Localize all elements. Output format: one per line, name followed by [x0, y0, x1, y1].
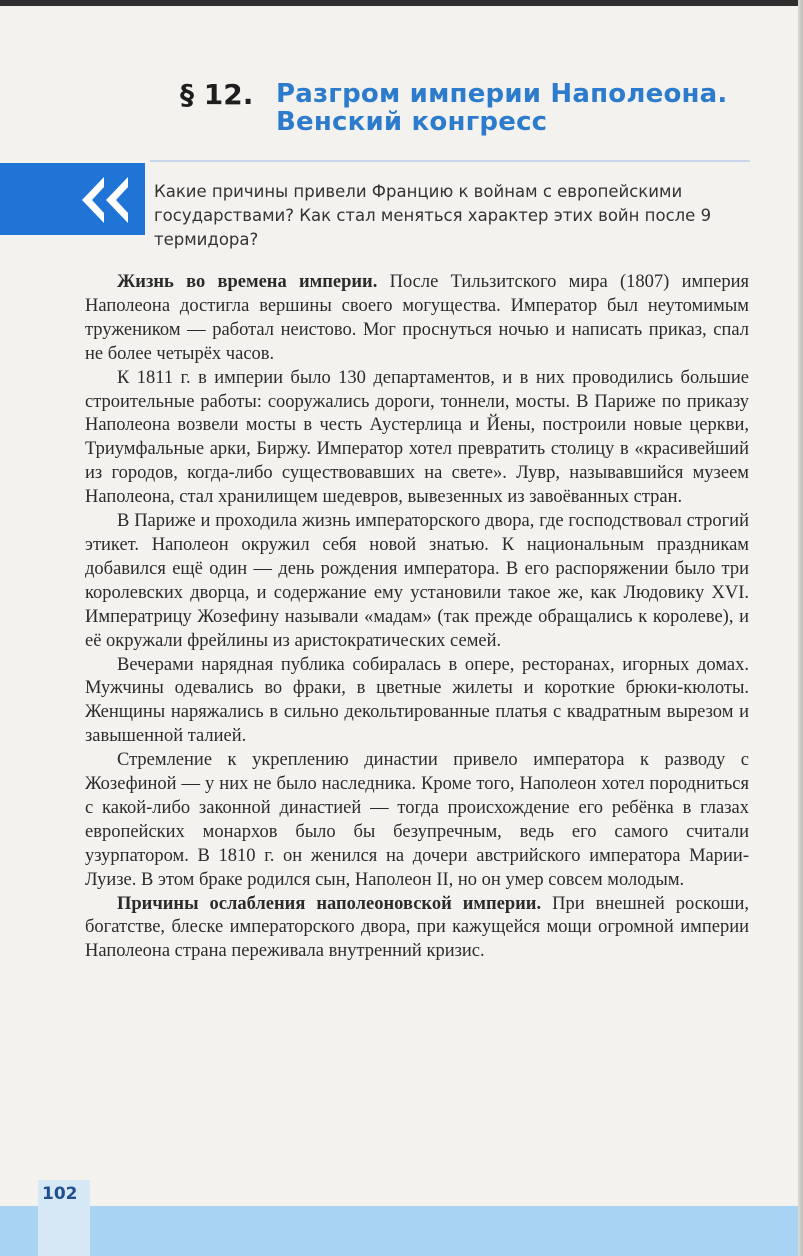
section-heading: [0, 70, 803, 140]
body-text: [85, 271, 749, 964]
paragraph: В Париже и проходила жизнь императорского двора, где господствовал строгий этикет. Наполеон окружил себя новой знатью. К национальным праздникам добавился ещё один — день рождения императора. В его распоряжении было три королевских дворца, и содержание ему установили такое же, как Людовику XVI. Императрицу Жозефину называли «мадам» (так прежде обращались к королеве), и её окружали фрейлины из аристократических семей.: [85, 511, 749, 651]
section-title-line-2: Венский конгресс: [276, 107, 548, 137]
section-number: § 12.: [180, 78, 254, 111]
paragraph: Жизнь во времена империи. После Тильзитского мира (1807) империя Наполеона достигла вершины своего могущества. Император был неутомимым тружеником — работал неистово. Мог проснуться ночью и написать приказ, спал не более четырёх часов.: [85, 272, 749, 364]
review-badge: [0, 163, 145, 235]
paragraph-subheading: Причины ослабления наполеоновской империи.: [117, 893, 542, 914]
page-number: 102: [42, 1184, 78, 1204]
heading-divider: [150, 160, 750, 162]
paragraph: Причины ослабления наполеоновской империи. При внешней роскоши, богатстве, блеске императорского двора, при кажущейся мощи огромной империи Наполеона страна переживала внутренний кризис.: [85, 893, 749, 962]
intro-question: Какие причины привели Францию к войнам с европейскими государствами? Как стал меняться характер этих войн после 9 термидора?: [154, 182, 712, 249]
paragraph-subheading: Жизнь во времена империи.: [117, 272, 378, 292]
paragraph: Стремление к укреплению династии привело императора к разводу с Жозефиной — у них не было наследника. Кроме того, Наполеон хотел породниться с какой-либо законной династией — тогда происхождение его ребёнка в глазах европейских монархов было бы безупречным, ведь его самого считали узурпатором. В 1810 г. он женился на дочери австрийского императора Марии-Луизе. В этом браке родился сын, Наполеон II, но он умер совсем молодым.: [85, 750, 749, 890]
paragraph: К 1811 г. в империи было 130 департаментов, и в них проводились большие строительные работы: сооружались дороги, тоннели, мосты. В Париже по приказу Наполеона возвели мосты в честь Аустерлица и Йены, построили новые церкви, Триумфальные арки, Биржу. Император хотел превратить столицу в «красивейший из городов, когда-либо существовавших на свете». Лувр, называвшийся музеем Наполеона, стал хранилищем шедевров, вывезенных из завоёванных стран.: [85, 367, 749, 508]
double-chevron-left-icon: [78, 177, 130, 223]
page-footer-band: [0, 1206, 798, 1256]
page-right-edge: [798, 0, 803, 1256]
section-title-line-1: Разгром империи Наполеона.: [276, 79, 728, 109]
paragraph: Вечерами нарядная публика собиралась в опере, ресторанах, игорных домах. Мужчины одевались во фраки, в цветные жилеты и короткие брюки-кюлоты. Женщины наряжались в сильно декольтированные платья с квадратным вырезом и завышенной талией.: [85, 654, 749, 747]
page-top-edge: [0, 0, 803, 6]
